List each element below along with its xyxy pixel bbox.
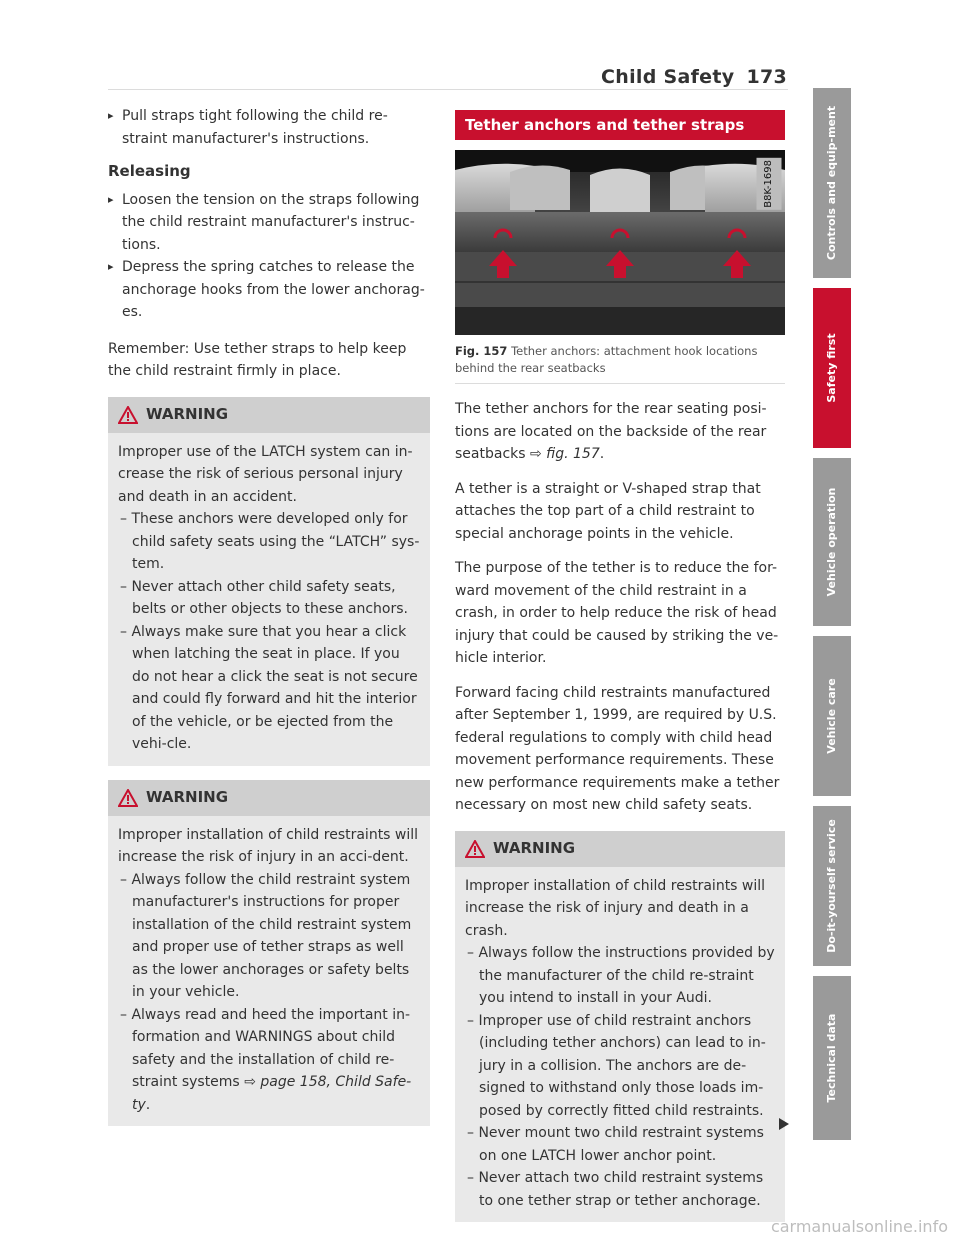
headrest-left — [510, 165, 570, 210]
warning-box-latch — [108, 397, 430, 766]
tab-label: Do-it-yourself service — [825, 819, 838, 953]
paragraph-tether-purpose: The purpose of the tether is to reduce the for-ward movement of the child restraint in a crash, in order to help reduce the risk of head injury that could be caused by striking the ve-hicle interior. — [455, 560, 779, 666]
tab-label: Vehicle care — [825, 678, 838, 754]
tab-label: Vehicle operation — [825, 487, 838, 597]
warning-title: WARNING — [493, 839, 576, 858]
rear-seat-illustration — [455, 150, 785, 335]
releasing-heading: Releasing — [108, 162, 191, 180]
warning-intro: Improper installation of child restraints will increase the risk of injury and death in a crash. — [465, 877, 766, 939]
warning-body — [455, 867, 785, 1213]
warning-intro: Improper use of the LATCH system can in-crease the risk of serious personal injury and death in an accident. — [118, 443, 413, 505]
warning-triangle-icon — [118, 789, 138, 807]
warning-item: – Always follow the child restraint system manufacturer's instructions for proper installation of the child restraint system and proper use of tether straps as well as the lower anchorages or safety belts in your vehicle. — [120, 871, 412, 1000]
warning-box-installation — [108, 780, 430, 1127]
caption-label: Fig. 157 — [455, 344, 508, 358]
warning-item: – Never attach other child safety seats, belts or other objects to these anchors. — [120, 578, 408, 617]
headrest-center — [590, 169, 650, 213]
warning-title: WARNING — [146, 788, 229, 807]
warning-item: – These anchors were developed only for child safety seats using the “LATCH” sys-tem. — [120, 511, 420, 572]
bullet-depress-catches: ▸ Depress the spring catches to release the anchorage hooks from the lower anchorag-es. — [108, 256, 430, 324]
warning-header — [108, 397, 430, 433]
warning-header — [108, 780, 430, 816]
warning-title: WARNING — [146, 405, 229, 424]
left-column — [108, 105, 430, 1140]
header-rule — [108, 89, 788, 90]
right-column — [455, 110, 785, 1236]
remember-note: Remember: Use tether straps to help keep the child restraint firmly in place. — [108, 340, 407, 379]
paragraph-regulations: Forward facing child restraints manufactured after September 1, 1999, are required by U.S. federal regulations to comply with child head movement performance requirements. These new performance requirements make a tether necessary on most new child safety seats. — [455, 684, 780, 813]
warning-intro: Improper installation of child restraints will increase the risk of injury in an acci-dent. — [118, 826, 419, 865]
page-reference-link[interactable]: ⇨ page 158, Child Safe-ty — [132, 1074, 412, 1113]
warning-item: – Never mount two child restraint systems on one LATCH lower anchor point. — [467, 1125, 764, 1164]
warning-box-tether — [455, 831, 785, 1223]
tab-label: Technical data — [825, 1013, 838, 1103]
running-head — [601, 66, 787, 88]
figure-tether-anchors — [455, 150, 785, 335]
bullet-loosen-tension: ▸ Loosen the tension on the straps following the child restraint manufacturer's instruc-tions. — [108, 189, 430, 257]
warning-triangle-icon — [465, 840, 485, 858]
tab-vehicle-care[interactable] — [813, 636, 851, 796]
tab-label: Safety first — [825, 333, 838, 403]
paragraph-end: . — [599, 446, 605, 462]
warning-item: – Always follow the instructions provided by the manufacturer of the child re-straint you intend to install in your Audi. — [467, 945, 775, 1006]
warning-body — [108, 433, 430, 756]
figure-code: B8K-1698 — [757, 158, 782, 210]
tab-do-it-yourself-service[interactable] — [813, 806, 851, 966]
warning-item: – Always make sure that you hear a click when latching the seat in place. If you do not hear a click the seat is not secure and could fly forward and hit the interior of the vehicle, or be ejected from the vehi-cle. — [120, 623, 418, 752]
bullet-pull-straps: ▸ Pull straps tight following the child re-straint manufacturer's instructions. — [108, 105, 430, 150]
tab-safety-first[interactable] — [813, 288, 851, 448]
parcel-shelf — [455, 212, 785, 252]
tab-vehicle-operation[interactable] — [813, 458, 851, 626]
page-number: 173 — [746, 66, 787, 88]
tab-technical-data[interactable] — [813, 976, 851, 1140]
warning-item-text: – Always read and heed the important in-formation and WARNINGS about child safety and the installation of child re-straint systems — [120, 1006, 411, 1090]
tab-controls-and-equipment[interactable] — [813, 88, 851, 278]
warning-item: – Improper use of child restraint anchors (including tether anchors) can lead to in-jury in a collision. The anchors are de-signed to withstand only those loads im-posed by correctly fitted child restraints. — [467, 1012, 766, 1119]
figure-reference-link[interactable]: ⇨ fig. 157 — [530, 446, 600, 462]
warning-triangle-icon — [118, 406, 138, 424]
paragraph-text: The tether anchors for the rear seating posi-tions are located on the backside of the rear seatbacks — [455, 401, 767, 462]
section-name: Child Safety — [601, 66, 735, 88]
warning-item-end: . — [145, 1096, 151, 1113]
caption-text: Tether anchors: attachment hook locations behind the rear seatbacks — [455, 344, 758, 375]
tab-label: Controls and equip-ment — [825, 105, 838, 261]
warning-item: – Never attach two child restraint systems to one tether strap or tether anchorage. — [467, 1170, 764, 1209]
figure-caption — [455, 343, 785, 384]
paragraph-tether-definition: A tether is a straight or V-shaped strap that attaches the top part of a child restraint to special anchorage points in the vehicle. — [455, 480, 761, 542]
section-title-bar: Tether anchors and tether straps — [455, 110, 785, 140]
warning-header — [455, 831, 785, 867]
warning-item-with-ref — [118, 1004, 420, 1117]
warning-body — [108, 816, 430, 1117]
paragraph-anchor-location — [455, 398, 785, 466]
continue-arrow-icon — [778, 1117, 790, 1131]
watermark-text: carmanualsonline.info — [770, 1217, 948, 1236]
